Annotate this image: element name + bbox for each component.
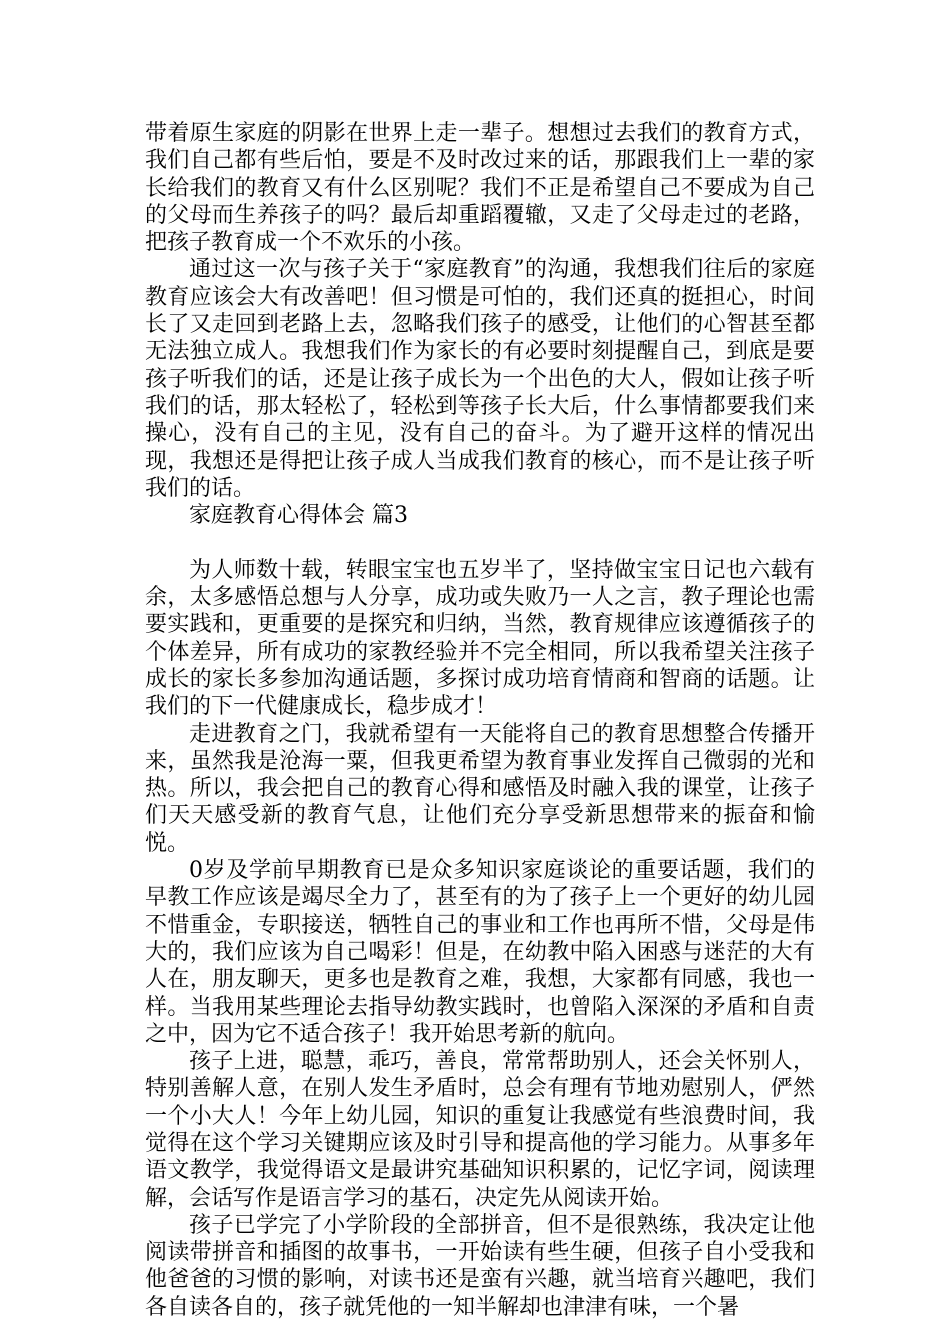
paragraph-early-education: 0岁及学前早期教育已是众多知识家庭谈论的重要话题，我们的早教工作应该是竭尽全力了，甚至有的为了孩子上一个更好的幼儿园不惜重金，专职接送，牺牲自己的事业和工作也再所不惜，父母是伟大的，我们应该为自己喝彩！但是，在幼教中陷入困惑与迷茫的大有人在，朋友聊天，更多也是教育之难，我想，大家都有同感，我也一样。当我用某些理论去指导幼教实践时，也曾陷入深深的矛盾和自责之中，因为它不适合孩子！我开始思考新的航向。: [145, 858, 815, 1047]
paragraph-education-door: 走进教育之门，我就希望有一天能将自己的教育思想整合传播开来，虽然我是沧海一粟，但我更希望为教育事业发挥自己微弱的光和热。所以，我会把自己的教育心得和感悟及时融入我的课堂，让孩子们天天感受新的教育气息，让他们充分享受新思想带来的振奋和愉悦。: [145, 721, 815, 856]
section-heading: 家庭教育心得体会 篇3: [189, 503, 408, 529]
paragraph-teacher-years: 为人师数十载，转眼宝宝也五岁半了，坚持做宝宝日记也六载有余，太多感悟总想与人分享，成功或失败乃一人之言，教子理论也需要实践和，更重要的是探究和归纳，当然，教育规律应该遵循孩子的个体差异，所有成功的家教经验并不完全相同，所以我希望关注孩子成长的家长多参加沟通话题，多探讨成功培育情商和智商的话题。让我们的下一代健康成长，稳步成才！: [145, 557, 815, 720]
paragraph-child-traits: 孩子上进，聪慧，乖巧，善良，常常帮助别人，还会关怀别人，特别善解人意，在别人发生矛盾时，总会有理有节地劝慰别人，俨然一个小大人！今年上幼儿园，知识的重复让我感觉有些浪费时间，我觉得在这个学习关键期应该及时引导和提高他的学习能力。从事多年语文教学，我觉得语文是最讲究基础知识积累的，记忆字词，阅读理解，会话写作是语言学习的基石，决定先从阅读开始。: [145, 1049, 815, 1211]
paragraph-continuation: 带着原生家庭的阴影在世界上走一辈子。想想过去我们的教育方式，我们自己都有些后怕，要是不及时改过来的话，那跟我们上一辈的家长给我们的教育又有什么区别呢？我们不正是希望自己不要成为自己的父母而生养孩子的吗？最后却重蹈覆辙，又走了父母走过的老路，把孩子教育成一个不欢乐的小孩。: [145, 121, 815, 256]
blank-line: [145, 529, 815, 556]
paragraph-family-education-communication: 通过这一次与孩子关于“家庭教育”的沟通，我想我们往后的家庭教育应该会大有改善吧！但习惯是可怕的，我们还真的挺担心，时间长了又走回到老路上去，忽略我们孩子的感受，让他们的心智甚至都无法独立成人。我想我们作为家长的有必要时刻提醒自己，到底是要孩子听我们的话，还是让孩子成长为一个出色的大人，假如让孩子听我们的话，那太轻松了，轻松到等孩子长大后，什么事情都要我们来操心，没有自己的主见，没有自己的奋斗。为了避开这样的情况出现，我想还是得把让孩子成人当成我们教育的核心，而不是让孩子听我们的话。: [145, 257, 815, 501]
paragraph-pinyin-reading: 孩子已学完了小学阶段的全部拼音，但不是很熟练，我决定让他阅读带拼音和插图的故事书，一开始读有些生硬，但孩子自小受我和他爸爸的习惯的影响，对读书还是蛮有兴趣，就当培育兴趣吧，我们各自读各自的，孩子就凭他的一知半解却也津津有味，一个暑: [145, 1212, 815, 1320]
document-body: [145, 120, 815, 1321]
